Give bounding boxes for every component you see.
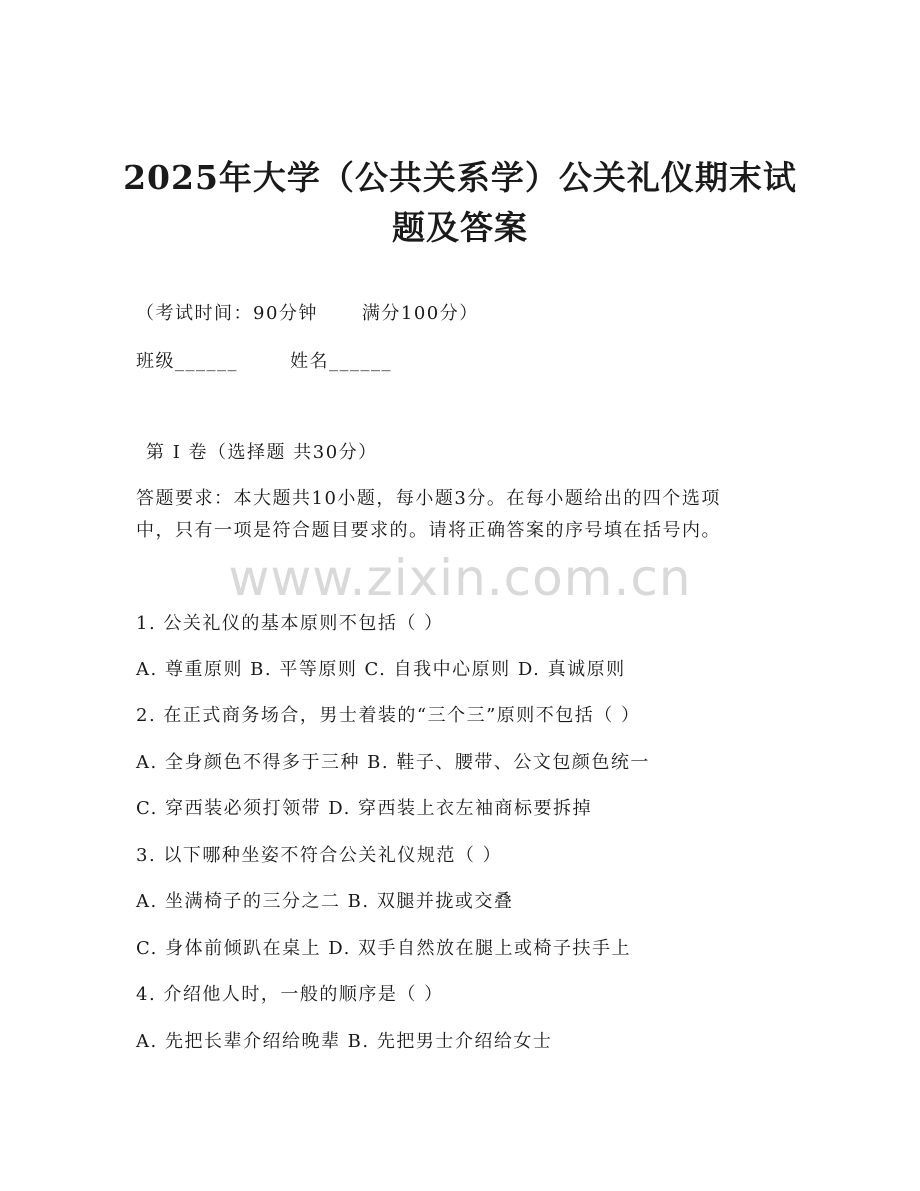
name-field[interactable]: 姓名______	[290, 351, 392, 372]
question-4-options-line-1: A. 先把长辈介绍给晚辈 B. 先把男士介绍给女士	[136, 1031, 553, 1052]
exam-full-score: 满分100分）	[361, 303, 479, 324]
student-info	[136, 350, 392, 374]
class-field[interactable]: 班级______	[136, 351, 238, 372]
question-2-options-line-1: A. 全身颜色不得多于三种 B. 鞋子、腰带、公文包颜色统一	[136, 752, 650, 773]
question-1-stem: 1. 公关礼仪的基本原则不包括（ ）	[136, 613, 444, 634]
question-2-stem: 2. 在正式商务场合，男士着装的“三个三”原则不包括（ ）	[136, 705, 641, 726]
exam-time: （考试时间：90分钟	[136, 303, 318, 324]
watermark: www.zixin.com.cn	[228, 549, 692, 607]
question-1-options: A. 尊重原则 B. 平等原则 C. 自我中心原则 D. 真诚原则	[136, 659, 626, 680]
exam-info	[136, 302, 479, 326]
exam-title-line-1: 2025年大学（公共关系学）公关礼仪期末试	[123, 158, 797, 197]
question-3-options-line-2: C. 身体前倾趴在桌上 D. 双手自然放在腿上或椅子扶手上	[136, 938, 632, 959]
instructions-line-2: 中，只有一项是符合题目要求的。请将正确答案的序号填在括号内。	[136, 520, 721, 541]
instructions-line-1: 答题要求：本大题共10小题，每小题3分。在每小题给出的四个选项	[136, 488, 721, 509]
question-4-stem: 4. 介绍他人时，一般的顺序是（ ）	[136, 984, 444, 1005]
question-2-options-line-2: C. 穿西装必须打领带 D. 穿西装上衣左袖商标要拆掉	[136, 798, 593, 819]
exam-title-line-2: 题及答案	[392, 208, 528, 247]
section-heading: 第 I 卷（选择题 共30分）	[146, 442, 378, 463]
question-3-stem: 3. 以下哪种坐姿不符合公关礼仪规范（ ）	[136, 845, 503, 866]
question-3-options-line-1: A. 坐满椅子的三分之二 B. 双腿并拢或交叠	[136, 891, 514, 912]
